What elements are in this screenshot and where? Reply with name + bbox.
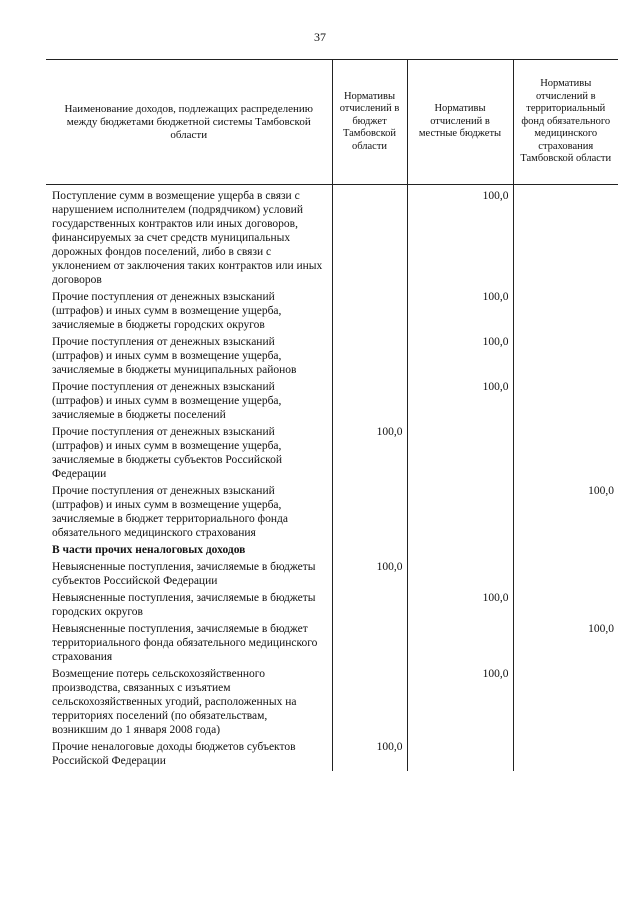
row-fund-value: [513, 543, 618, 560]
table-row: [46, 622, 618, 667]
row-regional-value: [332, 667, 407, 740]
row-regional-value: 100,0: [332, 740, 407, 771]
table-row: [46, 380, 618, 425]
row-name: Возмещение потерь сельскохозяйственного производства, связанных с изъятием сельскохозяйственных угодий, расположенных на территориях поселений (по обязательствам, возникшим до 1 января 2008 года): [52, 668, 297, 736]
row-regional-value: 100,0: [332, 560, 407, 591]
row-local-value: [407, 425, 513, 484]
row-fund-value: [513, 560, 618, 591]
row-fund-value: 100,0: [513, 622, 618, 667]
table-row: [46, 290, 618, 335]
page-number: 37: [314, 30, 326, 44]
table-row: [46, 560, 618, 591]
row-local-value: 100,0: [407, 380, 513, 425]
table-row: [46, 667, 618, 740]
row-name: Невыясненные поступления, зачисляемые в бюджеты городских округов: [52, 592, 316, 618]
row-name: Прочие поступления от денежных взысканий (штрафов) и иных сумм в возмещение ущерба, зачисляемые в бюджеты муниципальных районов: [52, 336, 297, 376]
row-name: Прочие поступления от денежных взысканий (штрафов) и иных сумм в возмещение ущерба, зачисляемые в бюджеты городских округов: [52, 291, 282, 331]
header-medical-fund: Нормативы отчислений в территориальный фонд обязательного медицинского страхования Тамбовской области: [513, 60, 618, 185]
row-fund-value: [513, 290, 618, 335]
row-local-value: 100,0: [407, 667, 513, 740]
row-local-value: 100,0: [407, 591, 513, 622]
row-local-value: [407, 560, 513, 591]
row-regional-value: [332, 335, 407, 380]
revenue-norms-table: [46, 59, 618, 771]
row-fund-value: [513, 380, 618, 425]
row-fund-value: 100,0: [513, 484, 618, 543]
row-fund-value: [513, 740, 618, 771]
row-fund-value: [513, 591, 618, 622]
table-row: [46, 740, 618, 771]
section-heading-row: [46, 543, 618, 560]
row-name: Прочие поступления от денежных взысканий (штрафов) и иных сумм в возмещение ущерба, зачисляемые в бюджеты субъектов Российской Федерации: [52, 426, 283, 480]
row-name: Невыясненные поступления, зачисляемые в бюджеты субъектов Российской Федерации: [52, 561, 316, 587]
row-local-value: 100,0: [407, 335, 513, 380]
header-local-budgets: Нормативы отчислений в местные бюджеты: [407, 60, 513, 185]
row-name: Прочие поступления от денежных взысканий (штрафов) и иных сумм в возмещение ущерба, зачисляемые в бюджет территориального фонда обязательного медицинского страхования: [52, 485, 288, 539]
row-local-value: 100,0: [407, 290, 513, 335]
table-row: [46, 185, 618, 291]
table-row: [46, 335, 618, 380]
row-local-value: 100,0: [407, 185, 513, 291]
row-fund-value: [513, 185, 618, 291]
row-regional-value: [332, 185, 407, 291]
row-regional-value: [332, 484, 407, 543]
row-name: Прочие поступления от денежных взысканий (штрафов) и иных сумм в возмещение ущерба, зачисляемые в бюджеты поселений: [52, 381, 282, 421]
row-regional-value: [332, 290, 407, 335]
row-regional-value: [332, 380, 407, 425]
row-name: Невыясненные поступления, зачисляемые в бюджет территориального фонда обязательного медицинского страхования: [52, 623, 318, 663]
table-row: [46, 484, 618, 543]
table-row: [46, 425, 618, 484]
row-fund-value: [513, 425, 618, 484]
row-name: Поступление сумм в возмещение ущерба в связи с нарушением исполнителем (подрядчиком) условий государственных контрактов или иных договоров, финансируемых за счет средств муниципальных дорожных фондов поселений, либо в связи с уклонением от заключения таких контрактов или иных договоров: [52, 190, 323, 286]
header-revenue-name: Наименование доходов, подлежащих распределению между бюджетами бюджетной системы Тамбовской области: [46, 60, 332, 185]
section-heading: В части прочих неналоговых доходов: [52, 544, 246, 556]
table-row: [46, 591, 618, 622]
row-regional-value: [332, 622, 407, 667]
row-local-value: [407, 484, 513, 543]
header-regional-budget: Нормативы отчислений в бюджет Тамбовской области: [332, 60, 407, 185]
table-header-row: [46, 60, 618, 185]
row-fund-value: [513, 667, 618, 740]
row-regional-value: [332, 543, 407, 560]
row-fund-value: [513, 335, 618, 380]
row-local-value: [407, 622, 513, 667]
row-local-value: [407, 740, 513, 771]
row-regional-value: [332, 591, 407, 622]
row-name: Прочие неналоговые доходы бюджетов субъектов Российской Федерации: [52, 741, 296, 767]
row-regional-value: 100,0: [332, 425, 407, 484]
row-local-value: [407, 543, 513, 560]
